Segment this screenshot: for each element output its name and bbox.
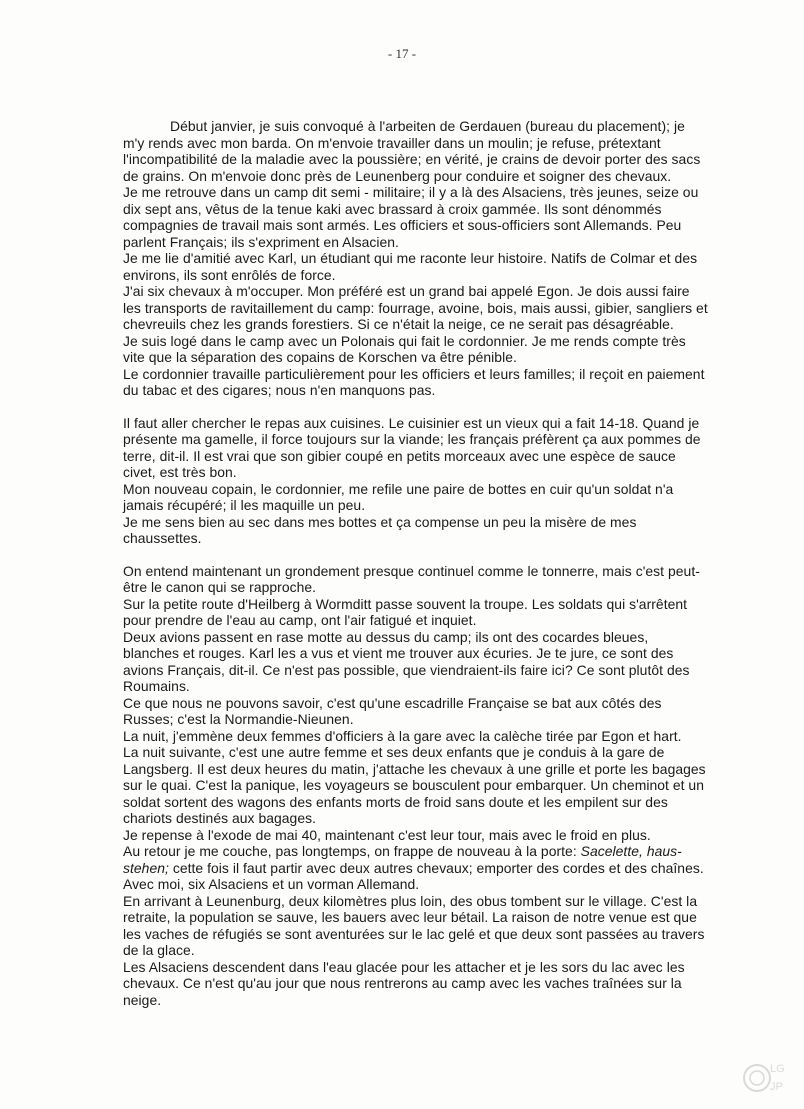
- paragraph: Je me retrouve dans un camp dit semi - militaire; il y a là des Alsaciens, très jeunes, seize ou dix sept ans, vêtus de la tenue kaki avec brassard à croix gammée. Ils sont dénommés compagnies de travail mais sont armés. Les officiers et sous-officiers sont Allemands. Peu parlent Français; ils s'expriment en Alsacien.: [123, 184, 699, 250]
- publisher-logo-icon: [742, 1055, 794, 1101]
- paragraph: On entend maintenant un grondement presque continuel comme le tonnerre, mais c'est peut-être le canon qui se rapproche.: [123, 562, 700, 595]
- paragraph: La nuit, j'emmène deux femmes d'officiers à la gare avec la calèche tirée par Egon et hart.: [123, 727, 682, 744]
- paragraph: Mon nouveau copain, le cordonnier, me refile une paire de bottes en cuir qu'un soldat n'a jamais récupéré; il les maquille un peu.: [123, 480, 674, 513]
- paragraph: Deux avions passent en rase motte au dessus du camp; ils ont des cocardes bleues, blanches et rouges. Karl les a vus et vient me trouver aux écuries. Je te jure, ce sont des avions Français, dit-il. Ce n'est pas possible, que viendraient-ils faire ici? Ce sont plutôt des Roumains.: [123, 628, 690, 694]
- paragraph-gap: [123, 547, 708, 563]
- paragraph: [123, 843, 708, 893]
- paragraph: Je suis logé dans le camp avec un Polonais qui fait le cordonnier. Je me rends compte très vite que la séparation des copains de Korschen va être pénible.: [123, 332, 686, 365]
- paragraph: Les Alsaciens descendent dans l'eau glacée pour les attacher et je les sors du lac avec les chevaux. Ce n'est qu'au jour que nous rentrerons au camp avec les vaches traînées sur la neige.: [123, 958, 685, 1008]
- paragraph: Sur la petite route d'Heilberg à Wormditt passe souvent la troupe. Les soldats qui s'arrêtent pour prendre de l'eau au camp, ont l'air fatigué et inquiet.: [123, 595, 688, 628]
- paragraph: En arrivant à Leunenburg, deux kilomètres plus loin, des obus tombent sur le village. C'est la retraite, la population se sauve, les bauers avec leur bétail. La raison de notre venue est que les vaches de réfugiés se sont aventurées sur le lac gelé et que deux sont passées au travers de la glace.: [123, 892, 705, 958]
- text-body: [123, 118, 708, 1008]
- paragraph: Ce que nous ne pouvons savoir, c'est qu'une escadrille Française se bat aux côtés des Russes; c'est la Normandie-Nieunen.: [123, 694, 662, 727]
- paragraph-text: Au retour je me couche, pas longtemps, on frappe de nouveau à la porte:: [123, 843, 581, 859]
- page-number: - 17 -: [387, 46, 417, 61]
- paragraph: Début janvier, je suis convoqué à l'arbeiten de Gerdauen (bureau du placement); je m'y rends avec mon barda. On m'envoie travailler dans un moulin; je refuse, prétextant l'incompatibilité de la maladie avec la poussière; en vérité, je crains de devoir porter des sacs de grains. On m'envoie donc près de Leunenberg pour conduire et soigner des chevaux.: [123, 118, 701, 184]
- watermark-text-top: LG: [770, 1063, 785, 1075]
- paragraph: Il faut aller chercher le repas aux cuisines. Le cuisinier est un vieux qui a fait 14-18. Quand je présente ma gamelle, il force toujours sur la viande; les français préfèrent ça aux pommes de terre, dit-il. Il est vrai que son gibier coupé en petits morceaux avec une espèce de sauce civet, est très bon.: [123, 414, 701, 480]
- paragraph-italic-text: Sacelette, haus-stehen;: [123, 843, 682, 876]
- watermark-text-bottom: JP: [770, 1081, 783, 1093]
- paragraph: Je repense à l'exode de mai 40, maintenant c'est leur tour, mais avec le froid en plus.: [123, 826, 651, 843]
- paragraph: La nuit suivante, c'est une autre femme et ses deux enfants que je conduis à la gare de Langsberg. Il est deux heures du matin, j'attache les chevaux à une grille et porte les bagages sur le quai. C'est la panique, les voyageurs se bousculent pour embarquer. Un cheminot et un soldat sortent des wagons des enfants morts de froid sans doute et les empilent sur des chariots destinés aux bagages.: [123, 744, 706, 826]
- paragraph: Je me lie d'amitié avec Karl, un étudiant qui me raconte leur histoire. Natifs de Colmar et des environs, ils sont enrôlés de force.: [123, 250, 698, 283]
- paragraph: J'ai six chevaux à m'occuper. Mon préféré est un grand bai appelé Egon. Je dois aussi faire les transports de ravitaillement du camp: fourrage, avoine, bois, mais aussi, gibier, sangliers et chevreuils chez les grands forestiers. Si ce n'était la neige, ce ne serait pas désagréable.: [123, 283, 708, 332]
- paragraph: Le cordonnier travaille particulièrement pour les officiers et leurs familles; il reçoit en paiement du tabac et des cigares; nous n'en manquons pas.: [123, 365, 705, 398]
- paragraph-text: cette fois il faut partir avec deux autres chevaux; emporter des cordes et des chaînes. Avec moi, six Alsaciens et un vorman Allemand.: [123, 859, 704, 892]
- paragraph: Je me sens bien au sec dans mes bottes et ça compense un peu la misère de mes chaussettes.: [123, 513, 637, 546]
- paragraph-gap: [123, 399, 708, 415]
